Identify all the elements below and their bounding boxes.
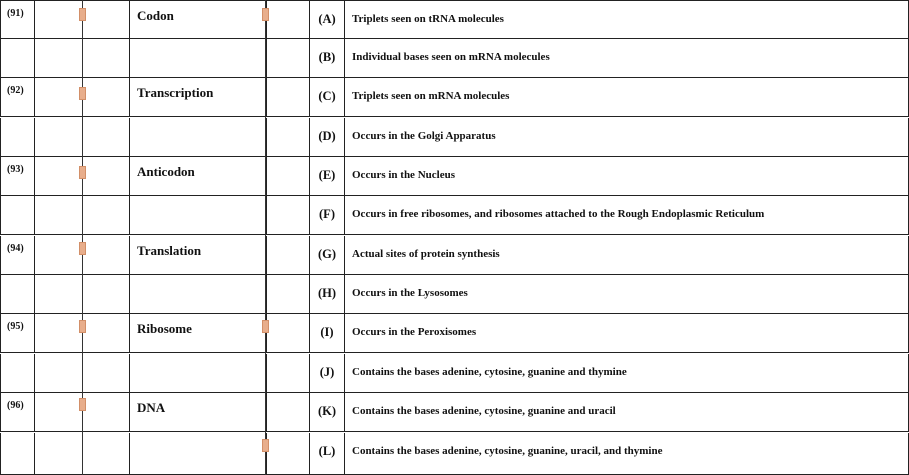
letter-cell — [310, 118, 345, 157]
option-description: Triplets seen on tRNA molecules — [352, 13, 504, 25]
table-row — [0, 78, 909, 117]
connector-cell — [267, 275, 310, 314]
match-handle[interactable] — [79, 320, 86, 333]
option-letter: (G) — [317, 247, 337, 261]
number-cell — [0, 433, 35, 475]
number-cell — [0, 393, 35, 432]
term-cell — [130, 314, 267, 353]
option-letter: (A) — [318, 12, 336, 26]
question-number: (94) — [7, 243, 24, 254]
number-cell — [0, 78, 35, 117]
letter-cell — [310, 314, 345, 353]
description-cell — [345, 118, 909, 157]
letter-cell — [310, 39, 345, 78]
option-letter: (H) — [317, 286, 337, 300]
letter-cell — [310, 354, 345, 393]
term-cell — [130, 275, 267, 314]
term-cell — [130, 433, 267, 475]
table-row — [0, 236, 909, 275]
match-handle[interactable] — [79, 242, 86, 255]
option-letter: (L) — [318, 444, 336, 458]
term-cell — [130, 0, 267, 39]
table-row — [0, 196, 909, 235]
term-cell — [130, 354, 267, 393]
option-letter: (K) — [317, 404, 337, 418]
match-handle[interactable] — [79, 398, 86, 411]
number-cell — [0, 39, 35, 78]
term-cell — [130, 118, 267, 157]
connector-cell — [267, 354, 310, 393]
number-cell — [0, 118, 35, 157]
question-number: (93) — [7, 164, 24, 175]
match-handle[interactable] — [79, 8, 86, 21]
letter-cell — [310, 0, 345, 39]
connector-cell — [267, 0, 310, 39]
description-cell — [345, 433, 909, 475]
term-cell — [130, 78, 267, 117]
option-description: Actual sites of protein synthesis — [352, 248, 500, 260]
table-row — [0, 314, 909, 353]
table-row — [0, 157, 909, 196]
letter-cell — [310, 433, 345, 475]
question-number: (95) — [7, 321, 24, 332]
match-handle[interactable] — [262, 439, 269, 452]
option-letter: (D) — [318, 129, 336, 143]
right-match-line — [265, 0, 266, 475]
table-row — [0, 354, 909, 393]
description-cell — [345, 393, 909, 432]
number-cell — [0, 275, 35, 314]
option-description: Triplets seen on mRNA molecules — [352, 90, 510, 102]
connector-cell — [267, 393, 310, 432]
table-row — [0, 118, 909, 157]
term-label: Transcription — [137, 85, 214, 100]
letter-cell — [310, 196, 345, 235]
number-cell — [0, 0, 35, 39]
number-cell — [0, 157, 35, 196]
letter-cell — [310, 393, 345, 432]
match-handle[interactable] — [79, 166, 86, 179]
match-handle[interactable] — [262, 320, 269, 333]
connector-cell — [267, 433, 310, 475]
option-description: Occurs in free ribosomes, and ribosomes attached to the Rough Endoplasmic Reticulum — [352, 208, 765, 220]
option-description: Contains the bases adenine, cytosine, guanine and uracil — [352, 405, 616, 417]
term-label: Translation — [137, 243, 202, 258]
table-row — [0, 393, 909, 432]
option-description: Contains the bases adenine, cytosine, guanine and thymine — [352, 366, 627, 378]
number-cell — [0, 196, 35, 235]
term-cell — [130, 196, 267, 235]
option-description: Individual bases seen on mRNA molecules — [352, 51, 550, 63]
connector-cell — [267, 314, 310, 353]
table-row — [0, 39, 909, 78]
term-cell — [130, 39, 267, 78]
term-label: Codon — [137, 8, 174, 23]
table-row — [0, 433, 909, 475]
option-letter: (I) — [320, 325, 334, 339]
description-cell — [345, 39, 909, 78]
description-cell — [345, 196, 909, 235]
connector-cell — [267, 78, 310, 117]
description-cell — [345, 157, 909, 196]
connector-cell — [267, 39, 310, 78]
term-label: DNA — [137, 400, 166, 415]
term-cell — [130, 236, 267, 275]
option-description: Occurs in the Peroxisomes — [352, 326, 477, 338]
option-description: Occurs in the Nucleus — [352, 169, 455, 181]
question-number: (92) — [7, 85, 24, 96]
number-cell — [0, 354, 35, 393]
description-cell — [345, 275, 909, 314]
term-label: Ribosome — [137, 321, 192, 336]
option-letter: (B) — [318, 50, 336, 64]
connector-cell — [267, 236, 310, 275]
term-label: Anticodon — [137, 164, 195, 179]
letter-cell — [310, 78, 345, 117]
number-cell — [0, 314, 35, 353]
description-cell — [345, 236, 909, 275]
term-cell — [130, 157, 267, 196]
match-handle[interactable] — [262, 8, 269, 21]
option-description: Occurs in the Golgi Apparatus — [352, 130, 496, 142]
question-number: (96) — [7, 400, 24, 411]
description-cell — [345, 354, 909, 393]
table-row — [0, 275, 909, 314]
match-handle[interactable] — [79, 87, 86, 100]
connector-cell — [267, 157, 310, 196]
description-cell — [345, 78, 909, 117]
connector-cell — [267, 196, 310, 235]
letter-cell — [310, 157, 345, 196]
table-row — [0, 0, 909, 39]
connector-cell — [267, 118, 310, 157]
description-cell — [345, 0, 909, 39]
term-cell — [130, 393, 267, 432]
letter-cell — [310, 275, 345, 314]
question-number: (91) — [7, 8, 24, 19]
letter-cell — [310, 236, 345, 275]
option-letter: (J) — [319, 365, 335, 379]
option-letter: (C) — [318, 89, 336, 103]
number-cell — [0, 236, 35, 275]
option-description: Contains the bases adenine, cytosine, guanine, uracil, and thymine — [352, 445, 663, 457]
option-letter: (E) — [318, 168, 336, 182]
option-letter: (F) — [319, 207, 335, 221]
description-cell — [345, 314, 909, 353]
option-description: Occurs in the Lysosomes — [352, 287, 468, 299]
